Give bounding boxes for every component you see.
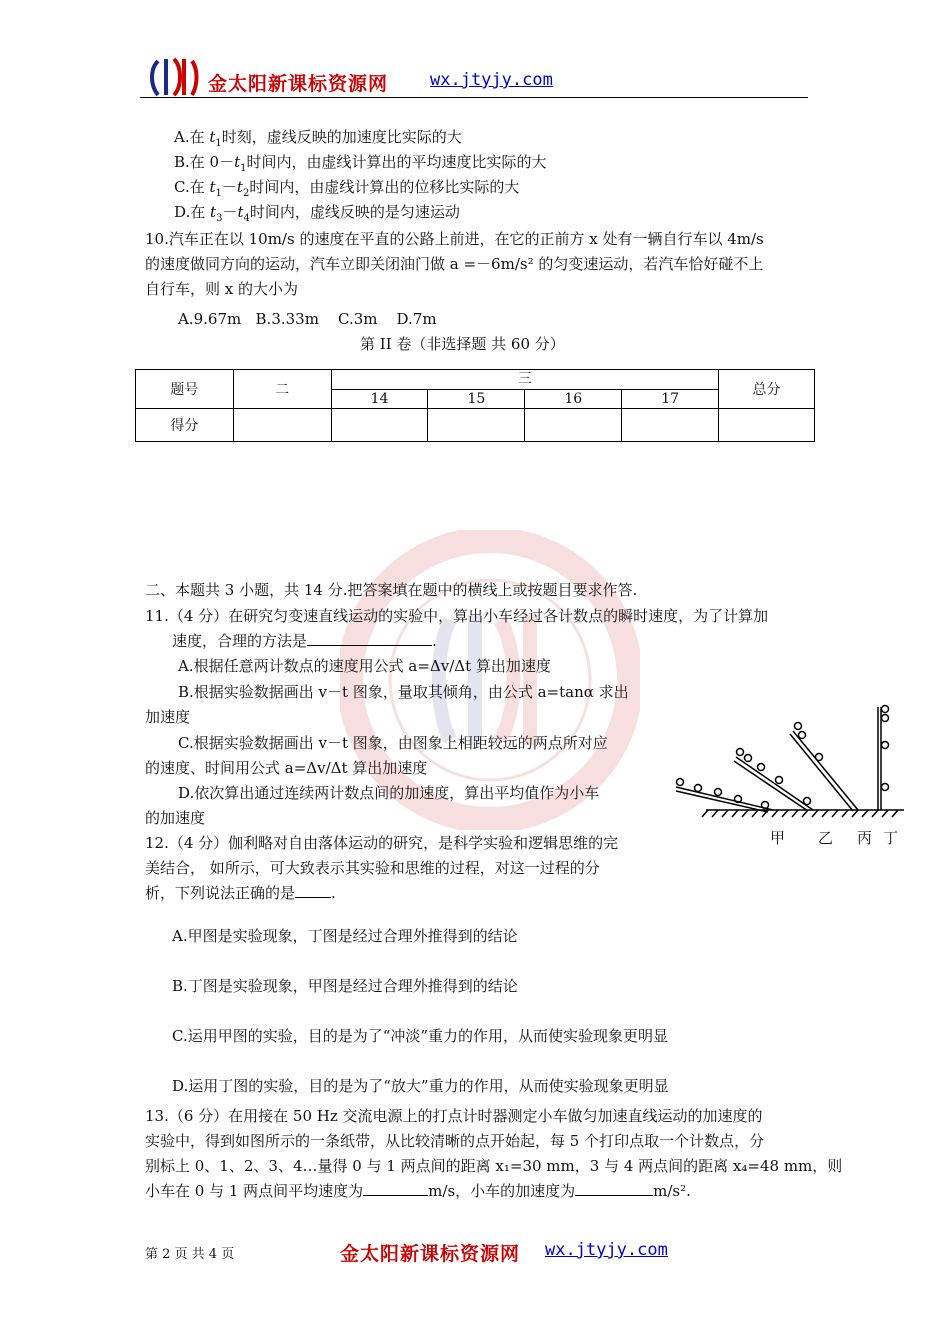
figure-label-jia: 甲 bbox=[770, 829, 786, 847]
q9-option-a: A.在 $t_1$时刻，虚线反映的加速度比实际的大 bbox=[174, 128, 462, 149]
q13-velocity-blank[interactable] bbox=[363, 1181, 428, 1196]
header-brand: 金太阳新课标资源网 bbox=[208, 73, 389, 95]
q13-line2: 实验中，得到如图所示的一条纸带，从比较清晰的点开始起，每 5 个打印点取一个计数点，分 bbox=[145, 1132, 765, 1150]
q11-option-d: D.依次算出通过连续两计数点间的加速度，算出平均值作为小车 bbox=[178, 784, 600, 802]
figure-label-yi: 乙 bbox=[818, 829, 834, 847]
footer-page-number: 第 2 页 共 4 页 bbox=[145, 1247, 235, 1262]
q11-option-b: B.根据实验数据画出 v－t 图象，量取其倾角，由公式 a=tanα 求出 bbox=[178, 683, 629, 701]
figure-label-ding: 丁 bbox=[883, 829, 899, 847]
table-cell-score[interactable] bbox=[233, 409, 331, 442]
q9-option-b: B.在 $0-t_1$时间内，由虚线计算出的平均速度比实际的大 bbox=[174, 153, 547, 174]
q13-line3: 别标上 0、1、2、3、4…量得 0 与 1 两点间的距离 x₁=30 mm，3 与 4 两点间的距离 x₄=48 mm，则 bbox=[145, 1157, 843, 1175]
q11-option-c-cont: 的速度、时间用公式 a=Δv/Δt 算出加速度 bbox=[145, 759, 428, 777]
q13-line4: 小车在 0 与 1 两点间平均速度为 m/s，小车的加速度为 m/s². bbox=[145, 1182, 691, 1200]
score-table bbox=[135, 369, 815, 442]
q11-answer-blank[interactable] bbox=[307, 631, 432, 646]
q12-option-a: A.甲图是实验现象，丁图是经过合理外推得到的结论 bbox=[172, 927, 518, 945]
q12-answer-blank[interactable] bbox=[295, 883, 331, 898]
table-cell-score[interactable] bbox=[428, 409, 525, 442]
q13-acceleration-blank[interactable] bbox=[575, 1181, 653, 1196]
q10-line3: 自行车，则 x 的大小为 bbox=[145, 280, 298, 298]
table-cell-score[interactable] bbox=[331, 409, 428, 442]
table-cell-score[interactable] bbox=[719, 409, 815, 442]
footer-url-link[interactable]: wx.jtyjy.com bbox=[545, 1240, 668, 1260]
q11-option-d-cont: 的加速度 bbox=[145, 809, 206, 827]
footer-brand: 金太阳新课标资源网 bbox=[340, 1243, 521, 1265]
figure-label-bing: 丙 bbox=[857, 829, 873, 847]
table-cell-score[interactable] bbox=[525, 409, 622, 442]
table-header-two: 二 bbox=[233, 370, 331, 409]
q12-line1: 12.（4 分）伽利略对自由落体运动的研究，是科学实验和逻辑思维的完 bbox=[145, 834, 619, 852]
header bbox=[140, 55, 808, 100]
part2-title: 第 II 卷（非选择题 共 60 分） bbox=[360, 335, 565, 353]
q11-option-c: C.根据实验数据画出 v－t 图象，由图象上相距较远的两点所对应 bbox=[178, 734, 608, 752]
section2-intro: 二、本题共 3 小题，共 14 分.把答案填在题中的横线上或按题目要求作答. bbox=[145, 581, 638, 599]
q13-line1: 13.（6 分）在用接在 50 Hz 交流电源上的打点计时器测定小车做匀加速直线运动的加速度的 bbox=[145, 1107, 763, 1125]
table-subcol-14: 14 bbox=[331, 390, 428, 409]
header-rule bbox=[140, 97, 808, 98]
q10-line1: 10.汽车正在以 10m/s 的速度在平直的公路上前进，在它的正前方 x 处有一辆自行车以 4m/s bbox=[145, 230, 764, 248]
header-url-link[interactable]: wx.jtyjy.com bbox=[430, 70, 553, 90]
q11-line2: 速度，合理的方法是 . bbox=[172, 632, 437, 650]
q10-options: A.9.67m B.3.33m C.3m D.7m bbox=[178, 310, 437, 328]
table-subcol-15: 15 bbox=[428, 390, 525, 409]
logo-icon bbox=[148, 55, 200, 99]
table-subcol-16: 16 bbox=[525, 390, 622, 409]
q12-option-d: D.运用丁图的实验，目的是为了“放大”重力的作用，从而使实验现象更明显 bbox=[172, 1077, 669, 1095]
q12-line3: 析，下列说法正确的是 . bbox=[145, 884, 336, 902]
table-header-total: 总分 bbox=[719, 370, 815, 409]
table-header-three: 三 bbox=[331, 370, 719, 390]
q9-option-d: D.在 $t_3-t_4$时间内，虚线反映的是匀速运动 bbox=[174, 203, 460, 224]
table-cell-score[interactable] bbox=[622, 409, 719, 442]
q11-option-b-cont: 加速度 bbox=[145, 708, 191, 726]
q12-option-b: B.丁图是实验现象，甲图是经过合理外推得到的结论 bbox=[172, 977, 518, 995]
q12-line2: 美结合， 如所示，可大致表示其实验和思维的过程，对这一过程的分 bbox=[145, 859, 600, 877]
q9-option-c: C.在 $t_1-t_2$时间内，由虚线计算出的位移比实际的大 bbox=[174, 178, 520, 199]
galileo-incline-figure bbox=[668, 695, 908, 845]
table-row-score-label: 得分 bbox=[136, 409, 234, 442]
q11-option-a: A.根据任意两计数点的速度用公式 a=Δv/Δt 算出加速度 bbox=[178, 657, 551, 675]
table-header-title: 题号 bbox=[136, 370, 234, 409]
q11-line1: 11.（4 分）在研究匀变速直线运动的实验中，算出小车经过各计数点的瞬时速度，为了计算加 bbox=[145, 607, 769, 625]
table-subcol-17: 17 bbox=[622, 390, 719, 409]
q12-option-c: C.运用甲图的实验，目的是为了“冲淡”重力的作用，从而使实验现象更明显 bbox=[172, 1027, 669, 1045]
q10-line2: 的速度做同方向的运动，汽车立即关闭油门做 a =－6m/s² 的匀变速运动，若汽车恰好碰不上 bbox=[145, 255, 764, 273]
